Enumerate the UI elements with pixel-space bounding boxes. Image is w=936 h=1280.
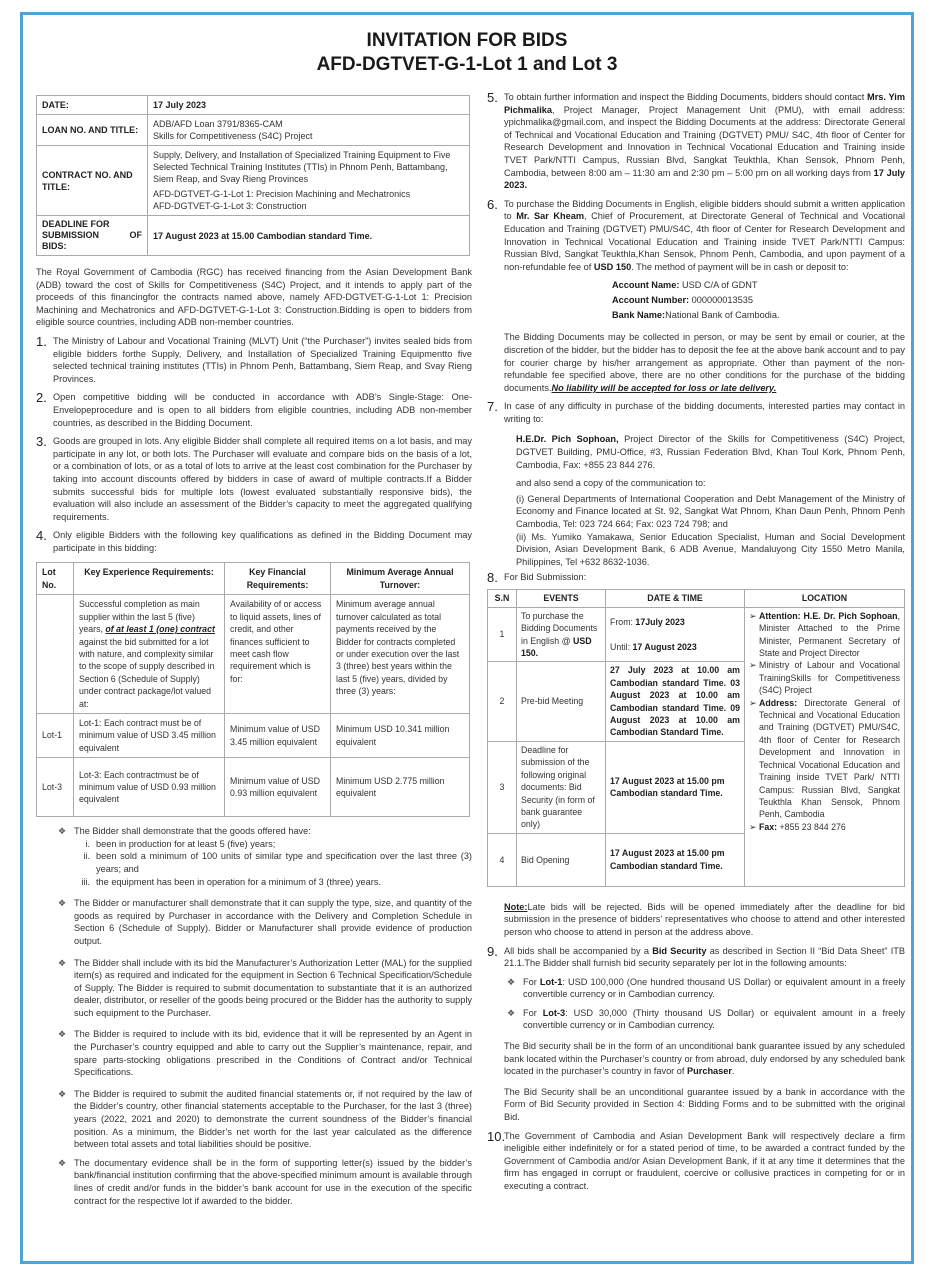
item-8: 8. For Bid Submission: <box>487 570 587 586</box>
loan-title: Skills for Competitiveness (S4C) Project <box>153 131 313 141</box>
bid-security-lot-1: ❖ For Lot-1: USD 100,000 (One hundred thousand US Dollar) or equivalent amount in a freely convertible currency or in Cambodian currency. <box>507 976 905 1000</box>
goods-sub-i: i. been in production for at least 5 (five) years; <box>85 838 276 849</box>
qualification-table <box>36 562 470 817</box>
collection-paragraph: The Bidding Documents may be collected in person, or may be sent by email or courier, at the discretion of the bidder, but the bidder has to deposit the fee at the above bank account and to pay for courier charge by his/her arrangement as appropriate. Other than payment of the non-refundable fee specified above, there are no other conditions for the purchase of the bidding documents.No liability will be accepted for loss or late delivery. <box>504 332 905 393</box>
bullet-documentary-evidence: ❖ The documentary evidence shall be in the form of supporting letter(s) issued by the bidder’s bank/financial institution confirming that the above-specified minimum amount is available through lines of credit and/or funds in the bidder’s bank account for use in the execution of the specific contract for the respective lot if awarded to the bidder. <box>58 1157 472 1206</box>
diamond-bullet-icon: ❖ <box>58 1088 67 1099</box>
bullet-agent: ❖ The Bidder is required to include with its bid, evidence that it will be represented by an Agent in the Purchaser’s country equipped and able to carry out the Supplier’s maintenance, repair, and spare parts-stocking obligations prescribed in the Conditions of Contract and/or Technical Specifications. <box>58 1029 472 1078</box>
deadline-label: DEADLINE FOR SUBMISSION OF BIDS: <box>37 216 148 256</box>
copy-note: and also send a copy of the communication to: <box>516 478 706 489</box>
diamond-bullet-icon: ❖ <box>507 1007 516 1018</box>
arrow-bullet-icon: ➢ <box>749 610 757 621</box>
late-bids-note: Note:Late bids will be rejected. Bids will be opened immediately after the deadline for bid submission in the presence of bidders’ representatives who choose to attend and other interested person who choose to attend in person at the address above. <box>504 901 905 937</box>
loan-label: LOAN NO. AND TITLE: <box>37 115 148 146</box>
bullet-goods: ❖ The Bidder shall demonstrate that the goods offered have: <box>58 826 311 837</box>
date-label: DATE: <box>37 96 148 115</box>
intro-paragraph: The Royal Government of Cambodia (RGC) has received financing from the Asian Development Bank (ADB) toward the cost of Skills for Competitiveness (S4C) Project, and it intends to apply part of the proceeds of this financingfor the contracts named above, namely AFD-DGTVET-G-1-Lot 1: Precision Machining and Mechatronics and AFD-DGTVET-G-1-Lot 3: Construction.Bidding is open to bidders from eligible source countries, including ADB non-member countries. <box>36 267 472 328</box>
title-line-1: INVITATION FOR BIDS <box>366 30 568 51</box>
item-9: 9. All bids shall be accompanied by a Bid Security as described in Section II “Bid Data Sheet” ITB 21.1.The Bidder shall furnish bid security separately per lot in the following amounts: <box>487 943 905 969</box>
account-number: Account Number: 000000013535 <box>612 295 753 306</box>
schedule-header: S.N EVENTS DATE & TIME LOCATION <box>488 590 905 607</box>
diamond-bullet-icon: ❖ <box>58 826 67 837</box>
goods-sub-iii: iii. the equipment has been in operation for a minimum of 3 (three) years. <box>81 876 381 887</box>
info-row-deadline <box>37 216 470 256</box>
document-frame <box>20 12 914 1264</box>
title-line-2: AFD-DGTVET-G-1-Lot 1 and Lot 3 <box>316 54 618 75</box>
bank-name: Bank Name:National Bank of Cambodia. <box>612 310 780 321</box>
bid-security-lot-3: ❖ For Lot-3: USD 30,000 (Thirty thousand US Dollar) or equivalent amount in a freely convertible currency or in Cambodian currency. <box>507 1007 905 1031</box>
bullet-supply: ❖ The Bidder or manufacturer shall demonstrate that it can supply the type, size, and quantity of the goods as required by Purchaser in accordance with the Delivery and Completion Schedule in Section 6 (Schedule of Supply). Bidder or Manufacturer shall provide evidence of production output. <box>58 898 472 946</box>
copy-recipient-i: (i) General Departments of International Cooperation and Debt Management of the Ministry of Economy and Finance located at St. 92, Sangkat Wat Phnom, Khan Daun Penh, Phnom Penh Cambodia, Tel: 023 724 664; Fax: 023 724 798; and <box>516 493 905 530</box>
contact-pich-sophoan: H.E.Dr. Pich Sophoan, Project Director of the Skills for Competitiveness (S4C) Project, DGTVET Building, PMU-Office, #3, Russian Federation Blvd, Khan Toul Kork, Phnom Penh, Cambodia, Fax: +855 23 844 276. <box>516 434 905 470</box>
info-row-loan <box>37 115 470 146</box>
goods-sub-ii: ii. been sold a minimum of 100 units of similar type and specification over the last three (3) years; and <box>83 851 472 874</box>
qualification-row-lot-1: Lot-1 Lot-1: Each contract must be of minimum value of USD 3.45 million equivalent Minimum value of USD 3.45 million equivalent Minimum USD 10.341 million equivalent <box>37 713 470 757</box>
info-table <box>36 95 470 256</box>
diamond-bullet-icon: ❖ <box>58 898 67 909</box>
contract-description: Supply, Delivery, and Installation of Specialized Training Equipment to Five Selected Technical Training Institutes (TTIs) in Phnom Penh, Battambang, Siem Reap, and Svay Rieng Provinces <box>153 150 451 184</box>
schedule-row: 4 Bid Opening 17 August 2023 at 15.00 pm Cambodian standard Time. <box>488 833 905 886</box>
schedule-row: 1 To purchase the Bidding Documents in English @ USD 150. From: 17July 2023 Until: 17 August 2023 ➢ Attention: H.E. Dr. Pich Sophoan, Minister Attached to the Prime Minister, Permanent Secretary of State and Project Director ➢ Ministry of Labour and Vocational TrainingSkills for Competitiveness (S4C) Project ➢ Address: Directorate General of Technical and Vocational Education and Training (DGTVET) PMU/S4C, 4th floor of Center for Research Development and Innovation in Technical Vocational Education and Training inside TVET Park/ NTTI Campus: Russian Blvd, Sangkat Teukthla Khan Sensok, Phnom Penh, Cambodia ➢ Fax: +855 23 844 276 <box>488 607 905 662</box>
contract-lot-1: AFD-DGTVET-G-1-Lot 1: Precision Machining and Mechatronics <box>153 189 411 199</box>
item-1: 1. The Ministry of Labour and Vocational Training (MLVT) Unit (“the Purchaser”) invites sealed bids from eligible bidders forthe Supply, Delivery, and Installation of Specialized Training Equipmentto five selected technical training institutes (TTIs) in Phnom Penh, Battambang, Siem Reap, and Svay Rieng Provinces. <box>36 333 472 384</box>
arrow-bullet-icon: ➢ <box>749 660 757 671</box>
loan-number: ADB/AFD Loan 3791/8365-CAM <box>153 119 283 129</box>
diamond-bullet-icon: ❖ <box>58 1157 67 1168</box>
item-10: 10. The Government of Cambodia and Asian Development Bank will respectively declare a firm ineligible either indefinitely or for a stated period of time, to be awarded a contract funded by the Government of Cambodia and/or Asian Development Bank, if it at any time it determines that the firm has engaged in corrupt or fraudulent, coercive or collusive practices in competing for or in executing a contract. <box>487 1128 905 1191</box>
diamond-bullet-icon: ❖ <box>507 976 516 987</box>
item-3: 3. Goods are grouped in lots. Any eligible Bidder shall complete all required items on a lot basis, and may participate in any lot, or both lots. The Purchaser will evaluate and compare bids on the basis of a lot, or a combination of lots, or as a total of lots to arrive at the least cost combination for the Purchaser by taking into account discounts offered by bidders in case of award of multiple contracts.If a Bidder submits successful bids for multiple lots (lowest evaluated substantially responsive bids), the evaluation will also include an assessment of the Bidder’s capacity to meet the aggregated qualifying requirements. <box>36 434 472 522</box>
item-2: 2. Open competitive bidding will be conducted in accordance with ADB’s Single-Stage: One-Envelopeprocedure and is open to all bidders from eligible countries, including ADB non-member countries, as described in the Bidding Document. <box>36 390 472 428</box>
arrow-bullet-icon: ➢ <box>749 821 757 832</box>
item-7: 7. In case of any difficulty in purchase of the bidding documents, interested parties may contact in writing to: <box>487 399 905 424</box>
right-column <box>487 91 905 1193</box>
diamond-bullet-icon: ❖ <box>58 957 67 968</box>
schedule-row: 2 Pre-bid Meeting 27 July 2023 at 10.00 am Cambodian standard Time. 03 August 2023 at 10.00 am Cambodian standard Time. 09 August 2023 at 10.00 am Cambodian Standard Time. <box>488 662 905 741</box>
account-name: Account Name: USD C/A of GDNT <box>612 280 758 291</box>
info-row-contract <box>37 146 470 216</box>
qualification-description-row: Successful completion as main supplier within the last 5 (five) years, of at least 1 (one) contract against the bid submitted for a lot with nature, and complexity similar to the scope of supply described in Section 6 (Schedule of Supply) under contract package/lot valued at: Availability of or access to liquid assets, lines of credit, and other finances sufficient to meet cash flow requirement which is for: Minimum average annual turnover calculated as total payments received by the Bidder for contracts completed or under execution over the last 3 (three) best years within the last 5 (five) years, divided by three (3) years: <box>37 595 470 714</box>
bank-account-details <box>487 278 905 323</box>
copy-recipient-ii: (ii) Ms. Yumiko Yamakawa, Senior Education Specialist, Human and Social Development Division, Asian Development Bank, 6 ADB Avenue, Mandaluyong City 1550 Metro Manila, Philippines, Tel +632 8632-1036. <box>516 531 905 567</box>
bullet-mal: ❖ The Bidder shall include with its bid the Manufacturer’s Authorization Letter (MAL) for the supplied item(s) as required and indicated for the equipment in Section 6 Technical Specification/Schedule of Supply. The Bidder is required to submit documentation to substantiate that it is an authorized dealer, distributor, or reseller of the goods being procured or the Bidder has the authority to supply such equipment to the Purchaser. <box>58 957 472 1018</box>
deadline-value: 17 August 2023 at 15.00 Cambodian standard Time. <box>148 216 470 256</box>
date-value: 17 July 2023 <box>148 96 470 115</box>
document-title <box>23 29 911 77</box>
diamond-bullet-icon: ❖ <box>58 1029 67 1040</box>
qualification-row-lot-3: Lot-3 Lot-3: Each contractmust be of minimum value of USD 0.93 million equivalent Minimum value of USD 0.93 million equivalent Minimum USD 2.775 million equivalent <box>37 758 470 817</box>
contract-label: CONTRACT NO. AND TITLE: <box>37 146 148 216</box>
arrow-bullet-icon: ➢ <box>749 697 757 708</box>
info-row-date <box>37 96 470 115</box>
schedule-table <box>487 589 905 886</box>
schedule-row: 3 Deadline for submission of the following original documents: Bid Security (in form of bank guarantee only) 17 August 2023 at 15.00 pm Cambodian standard Time. <box>488 741 905 833</box>
bullet-financial-statements: ❖ The Bidder is required to submit the audited financial statements or, if not required by the law of the Bidder’s country, other financial statements acceptable to the Purchaser, for the last 3 (three) years (2022, 2021 and 2020) to demonstrate the current soundness of the Bidder’s financial position. As a minimum, the Bidder’s net worth for the last year calculated as the difference between total assets and total liabilities should be positive. <box>58 1088 472 1150</box>
location-cell: ➢ Attention: H.E. Dr. Pich Sophoan, Minister Attached to the Prime Minister, Permanent Secretary of State and Project Director ➢ Ministry of Labour and Vocational TrainingSkills for Competitiveness (S4C) Project ➢ Address: Directorate General of Technical and Vocational Education and Training (DGTVET) PMU/S4C, 4th floor of Center for Research Development and Innovation in Technical Vocational Education and Training inside TVET Park/ NTTI Campus: Russian Blvd, Sangkat Teukthla Khan Sensok, Phnom Penh, Cambodia ➢ Fax: +855 23 844 276 <box>745 607 905 886</box>
item-5: 5. To obtain further information and inspect the Bidding Documents, bidders should contact Mrs. Yim Pichmalika, Project Manager, Project Management Unit (PMU), with email address: ypichmalika@gmail.com, and inspect the Bidding Documents at the address: Directorate General of Technical and Vocational Education and Training (DGTVET) PMU/ S4C, 4th floor of Center for Research Development and Innovation in Technical Vocational Education and Training inside TVET Park/NTTI Campus, Russian Blvd, Sangkat Teukthla, Khan Sensok, Phnom Penh, Cambodia, between 8:00 am – 11:30 am and 2:30 pm – 5:00 pm on all working days from 17 July 2023. <box>487 90 905 191</box>
contract-lot-3: AFD-DGTVET-G-1-Lot 3: Construction <box>153 201 307 211</box>
bid-security-unconditional: The Bid Security shall be an unconditional guarantee issued by a bank in accordance with the Form of Bid Security provided in Section 4: Bidding Forms and to be submitted with the original Bid. <box>504 1086 905 1123</box>
item-4: 4. Only eligible Bidders with the following key qualifications as defined in the Bidding Document may participate in this bidding: <box>36 528 472 553</box>
left-column <box>36 95 472 1207</box>
item-6: 6. To purchase the Bidding Documents in English, eligible bidders should submit a written application to Mr. Sar Kheam, Chief of Procurement, at Directorate General of Technical and Vocational Education and Training (DGTVET) PMU/S4C, 4th floor of Center for Research Development and Innovation in Technical Vocational Education and Training inside TVET Park/NTTI Campus: Russian Blvd, Sangkat Teukthla,Khan Sensok, Phnom Penh, Cambodia, and upon payment of a non-refundable fee of USD 150. The method of payment will be in cash or deposit to: <box>487 196 906 272</box>
qualification-header: Lot No. Key Experience Requirements: Key Financial Requirements: Minimum Average Annual Turnover: <box>37 563 470 595</box>
bid-security-form: The Bid security shall be in the form of an unconditional bank guarantee issued by any scheduled bank located within the Purchaser’s country or from abroad, duly endorsed by any scheduled bank located in the purchaser’s country in favor of Purchaser. <box>504 1041 905 1077</box>
